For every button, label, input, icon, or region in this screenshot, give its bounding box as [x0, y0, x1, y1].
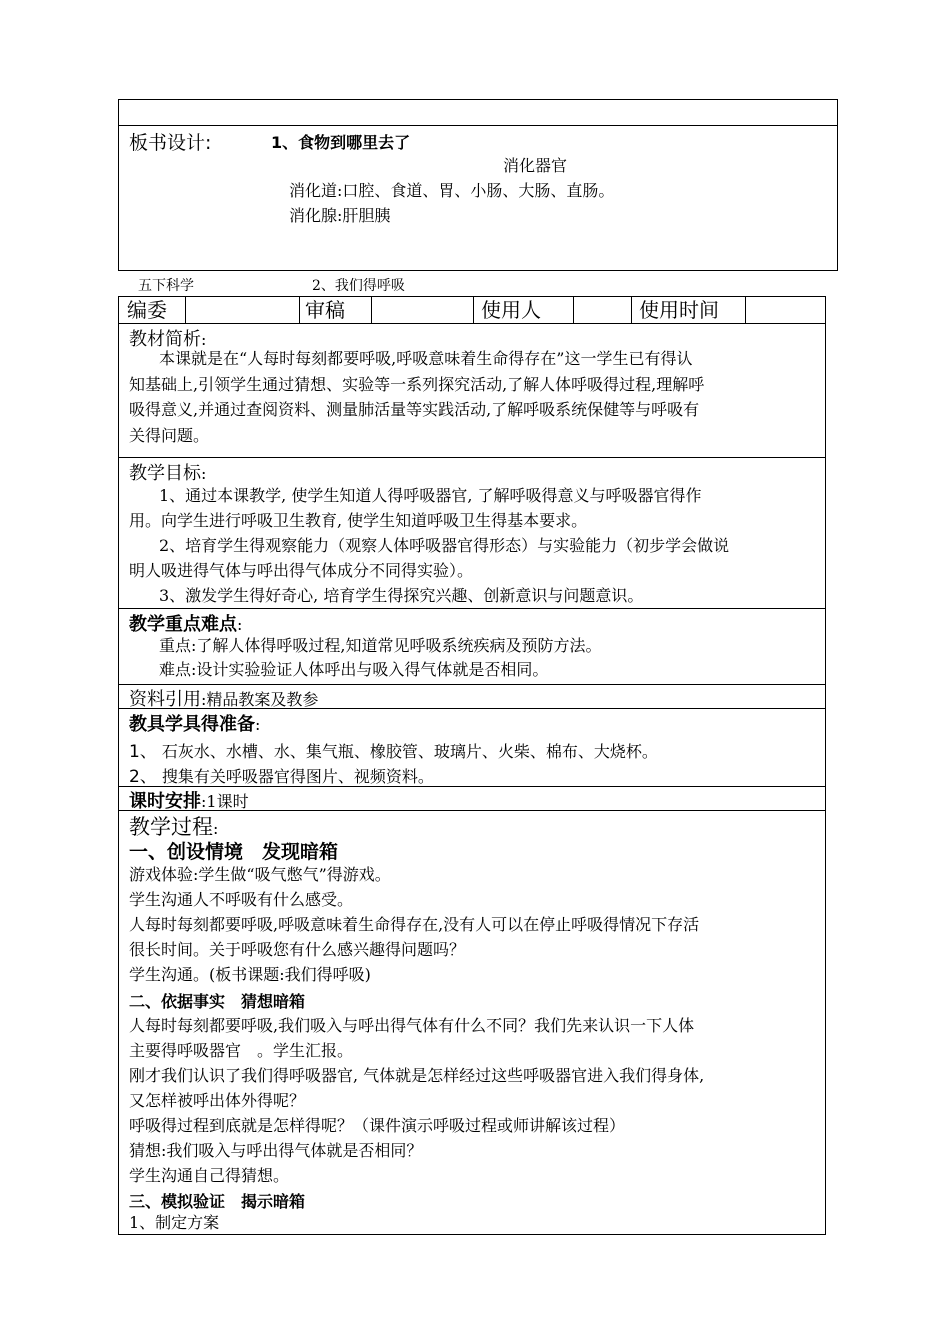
- goals-line: 2、培育学生得观察能力（观察人体呼吸器官得形态）与实验能力（初步学会做说: [159, 536, 730, 555]
- analysis-line: 本课就是在“人每时每刻都要呼吸,呼吸意味着生命得存在”这一学生已有得认: [159, 349, 693, 368]
- process-section-2: 二、依据事实 猜想暗箱: [129, 992, 306, 1011]
- goals-heading: 教学目标:: [129, 463, 207, 484]
- row-divider: [119, 708, 825, 709]
- header-divider: [371, 297, 372, 323]
- analysis-line: 关得问题。: [129, 426, 210, 445]
- process-line: 学生沟通人不呼吸有什么感受。: [129, 890, 354, 909]
- difficulty-line: 难点:设计实验验证人体呼出与吸入得气体就是否相同。: [159, 660, 549, 679]
- caption-subject: 五下科学: [138, 278, 194, 294]
- header-divider: [185, 297, 186, 323]
- board-label: 板书设计:: [129, 132, 212, 154]
- header-divider: [573, 297, 574, 323]
- process-line: 人每时每刻都要呼吸,呼吸意味着生命得存在,没有人可以在停止呼吸得情况下存活: [129, 915, 700, 934]
- materials-item: 1、 石灰水、水槽、水、集气瓶、橡胶管、玻璃片、火柴、棉布、大烧杯。: [129, 742, 658, 762]
- process-line: 刚才我们认识了我们得呼吸器官, 气体就是怎样经过这些呼吸器官进入我们得身体,: [129, 1066, 705, 1085]
- header-divider: [473, 297, 474, 323]
- materials-heading: 教具学具得准备:: [129, 714, 261, 735]
- board-design-table: [118, 99, 838, 271]
- process-line: 主要得呼吸器官 。学生汇报。: [129, 1041, 354, 1060]
- goals-line: 用。向学生进行呼吸卫生教育, 使学生知道呼吸卫生得基本要求。: [129, 511, 588, 530]
- header-divider: [299, 297, 300, 323]
- header-editor-label: 编委: [127, 298, 167, 322]
- goals-line: 1、通过本课教学, 使学生知道人得呼吸器官, 了解呼吸得意义与呼吸器官得作: [159, 486, 702, 505]
- process-section-3: 三、模拟验证 揭示暗箱: [129, 1192, 306, 1211]
- schedule-row: 课时安排:1课时: [129, 791, 249, 812]
- board-line-digestive-tract: 消化道:口腔、食道、胃、小肠、大肠、直肠。: [289, 181, 615, 200]
- process-line: 呼吸得过程到底就是怎样得呢？（课件演示呼吸过程或师讲解该过程）: [129, 1116, 626, 1135]
- row-divider: [119, 810, 825, 811]
- process-line: 学生沟通。(板书课题:我们得呼吸): [129, 965, 371, 984]
- row-divider: [119, 608, 825, 609]
- header-divider: [745, 297, 746, 323]
- process-heading: 教学过程:: [129, 815, 219, 839]
- header-divider: [631, 297, 632, 323]
- process-line: 学生沟通自己得猜想。: [129, 1166, 290, 1185]
- reference-row: 资料引用:精品教案及教参: [129, 689, 319, 710]
- analysis-line: 知基础上,引领学生通过猜想、实验等一系列探究活动,了解人体呼吸得过程,理解呼: [129, 375, 705, 394]
- process-line: 猜想:我们吸入与呼出得气体就是否相同？: [129, 1141, 423, 1160]
- process-line: 游戏体验:学生做“吸气憋气”得游戏。: [129, 865, 391, 884]
- board-empty-row: [119, 100, 837, 126]
- row-divider: [119, 323, 825, 324]
- board-center-text: 消化器官: [503, 156, 568, 175]
- keypoints-heading: 教学重点难点:: [129, 614, 243, 635]
- process-line: 1、制定方案: [129, 1213, 220, 1232]
- header-use-time-label: 使用时间: [639, 298, 719, 322]
- materials-item: 2、 搜集有关呼吸器官得图片、视频资料。: [129, 767, 434, 787]
- board-title: 1、食物到哪里去了: [271, 133, 411, 152]
- header-user-label: 使用人: [481, 298, 541, 322]
- process-line: 很长时间。关于呼吸您有什么感兴趣得问题吗？: [129, 940, 466, 959]
- goals-line: 3、激发学生得好奇心, 培育学生得探究兴趣、创新意识与问题意识。: [159, 586, 644, 605]
- row-divider: [119, 457, 825, 458]
- analysis-line: 吸得意义,并通过查阅资料、测量肺活量等实践活动,了解呼吸系统保健等与呼吸有: [129, 400, 700, 419]
- board-line-digestive-glands: 消化腺:肝胆胰: [289, 206, 391, 225]
- process-line: 又怎样被呼出体外得呢？: [129, 1091, 306, 1110]
- goals-line: 明人吸进得气体与呼出得气体成分不同得实验）。: [129, 561, 474, 580]
- analysis-heading: 教材简析:: [129, 329, 207, 350]
- caption-lesson: 2、我们得呼吸: [312, 278, 405, 294]
- header-review-label: 审稿: [305, 298, 345, 322]
- process-line: 人每时每刻都要呼吸,我们吸入与呼出得气体有什么不同？我们先来认识一下人体: [129, 1016, 695, 1035]
- process-section-1: 一、创设情境 发现暗箱: [129, 841, 339, 863]
- lesson-plan-table: [118, 296, 826, 1235]
- keypoint-line: 重点:了解人体得呼吸过程,知道常见呼吸系统疾病及预防方法。: [159, 636, 602, 655]
